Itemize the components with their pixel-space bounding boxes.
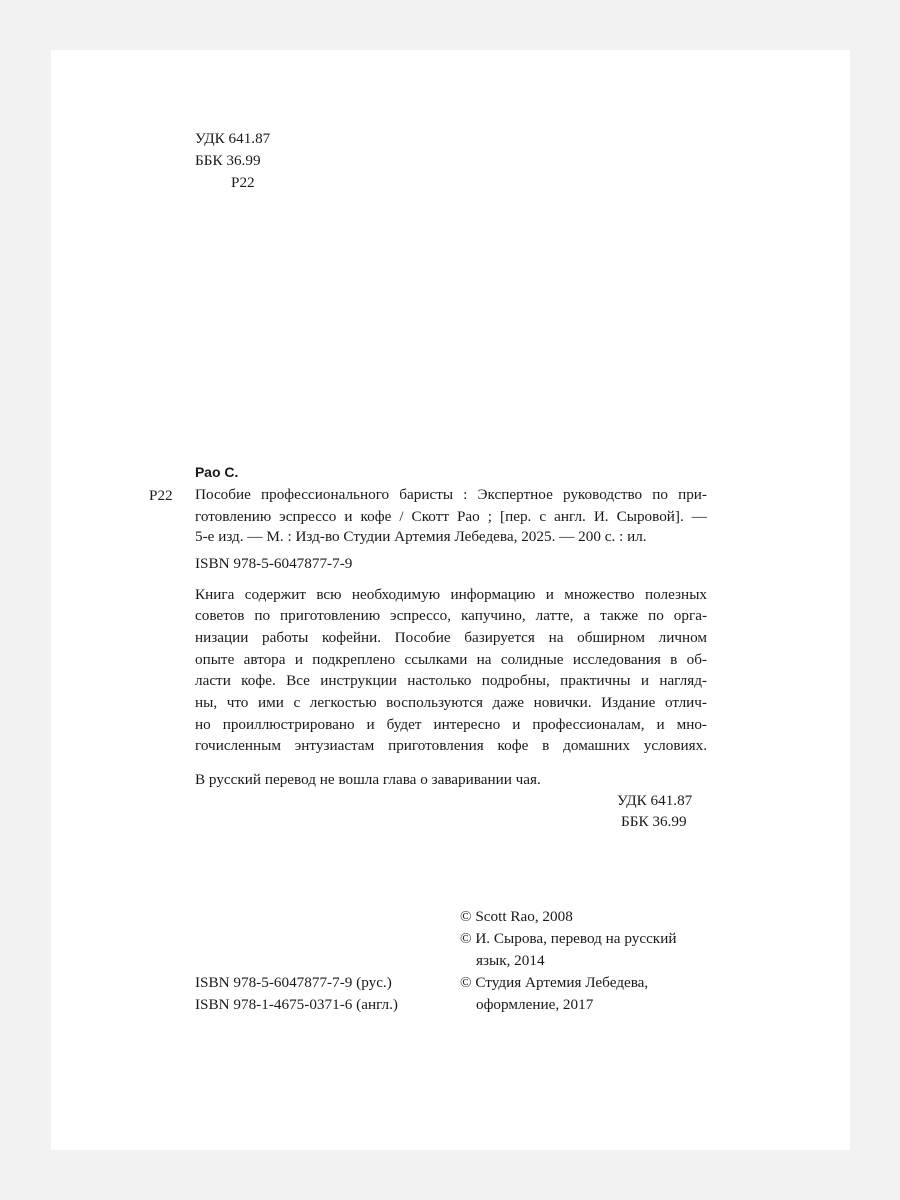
annotation-line: гочисленным энтузиастам приготовления кофе в домашних условиях. xyxy=(195,737,707,754)
record-isbn: ISBN 978-5-6047877-7-9 xyxy=(195,555,353,572)
annotation-line: советов по приготовлению эспрессо, капучино, латте, а также по орга- xyxy=(195,607,707,624)
annotation-line: опыте автора и подкреплено ссылками на солидные исследования в об- xyxy=(195,651,707,668)
record-udk: УДК 641.87 xyxy=(617,792,693,809)
title-line: Пособие профессионального баристы : Экспертное руководство по при- xyxy=(195,486,707,503)
title-line: 5-е изд. — М. : Изд-во Студии Артемия Лебедева, 2025. — 200 с. : ил. xyxy=(195,528,647,545)
top-udk: УДК 641.87 xyxy=(195,130,271,147)
record-author-mark: Р22 xyxy=(149,487,173,504)
isbn-russian: ISBN 978-5-6047877-7-9 (рус.) xyxy=(195,974,392,991)
top-author-mark: Р22 xyxy=(231,174,255,191)
copyright-line: © Scott Rao, 2008 xyxy=(460,908,573,925)
annotation-line: ласти кофе. Все инструкции настолько подробны, практичны и нагляд- xyxy=(195,672,707,689)
copyright-line: язык, 2014 xyxy=(476,952,545,969)
isbn-english: ISBN 978-1-4675-0371-6 (англ.) xyxy=(195,996,398,1013)
copyright-line: © И. Сырова, перевод на русский xyxy=(460,930,677,947)
author-name: Рао С. xyxy=(195,464,239,480)
title-line: готовлению эспрессо и кофе / Скотт Рао ; [пер. с англ. И. Сыровой]. — xyxy=(195,508,707,525)
copyright-line: оформление, 2017 xyxy=(476,996,594,1013)
record-bbk: ББК 36.99 xyxy=(621,813,687,830)
annotation-line: но проиллюстрировано и будет интересно и профессионалам, и мно- xyxy=(195,716,707,733)
copyright-line: © Студия Артемия Лебедева, xyxy=(460,974,649,991)
annotation-line: ны, что ими с легкостью воспользуются даже новички. Издание отлич- xyxy=(195,694,707,711)
annotation-line: Книга содержит всю необходимую информацию и множество полезных xyxy=(195,586,707,603)
top-bbk: ББК 36.99 xyxy=(195,152,261,169)
translation-note: В русский перевод не вошла глава о заваривании чая. xyxy=(195,771,541,788)
annotation-line: низации работы кофейни. Пособие базируется на обширном личном xyxy=(195,629,707,646)
